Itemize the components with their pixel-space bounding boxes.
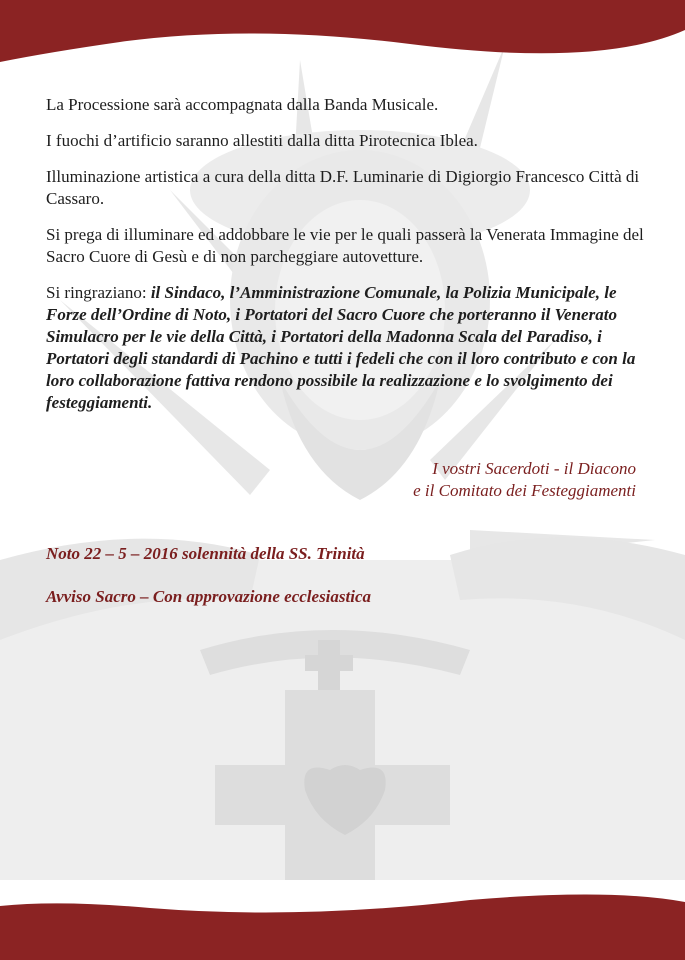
announcement-body	[46, 94, 646, 414]
banda-paragraph: La Processione sarà accompagnata dalla Banda Musicale.	[46, 95, 439, 114]
avviso-sacro-note: Avviso Sacro – Con approvazione ecclesiastica	[46, 587, 372, 606]
date-note: Noto 22 – 5 – 2016 solennità della SS. Trinità	[46, 544, 365, 563]
ringraziamenti-lead: Si ringraziano:	[46, 283, 151, 302]
signature-line-1: I vostri Sacerdoti - il Diacono	[432, 459, 636, 478]
signature-block	[300, 458, 636, 502]
ringraziamenti-paragraph	[46, 282, 646, 414]
prega-paragraph: Si prega di illuminare ed addobbare le vie per le quali passerà la Venerata Immagine del Sacro Cuore di Gesù e di non parcheggiare autovetture.	[46, 225, 644, 266]
top-decorative-band	[0, 0, 685, 80]
ringraziamenti-body: il Sindaco, l’Amministrazione Comunale, la Polizia Municipale, le Forze dell’Ordine di Noto, i Portatori del Sacro Cuore che porteranno il Venerato Simulacro per le vie della Città, i Portatori della Madonna Scala del Paradiso, i Portatori degli standardi di Pachino e tutti i fedeli che con il loro contributo e con la loro collaborazione fattiva rendono possibile la realizzazione e lo svolgimento dei festeggiamenti.	[46, 283, 636, 412]
bottom-decorative-band	[0, 880, 685, 960]
fuochi-paragraph: I fuochi d’artificio saranno allestiti dalla ditta Pirotecnica Iblea.	[46, 131, 478, 150]
illuminazione-paragraph: Illuminazione artistica a cura della ditta D.F. Luminarie di Digiorgio Francesco Città di Cassaro.	[46, 167, 640, 208]
signature-line-2: e il Comitato dei Festeggiamenti	[413, 481, 636, 500]
